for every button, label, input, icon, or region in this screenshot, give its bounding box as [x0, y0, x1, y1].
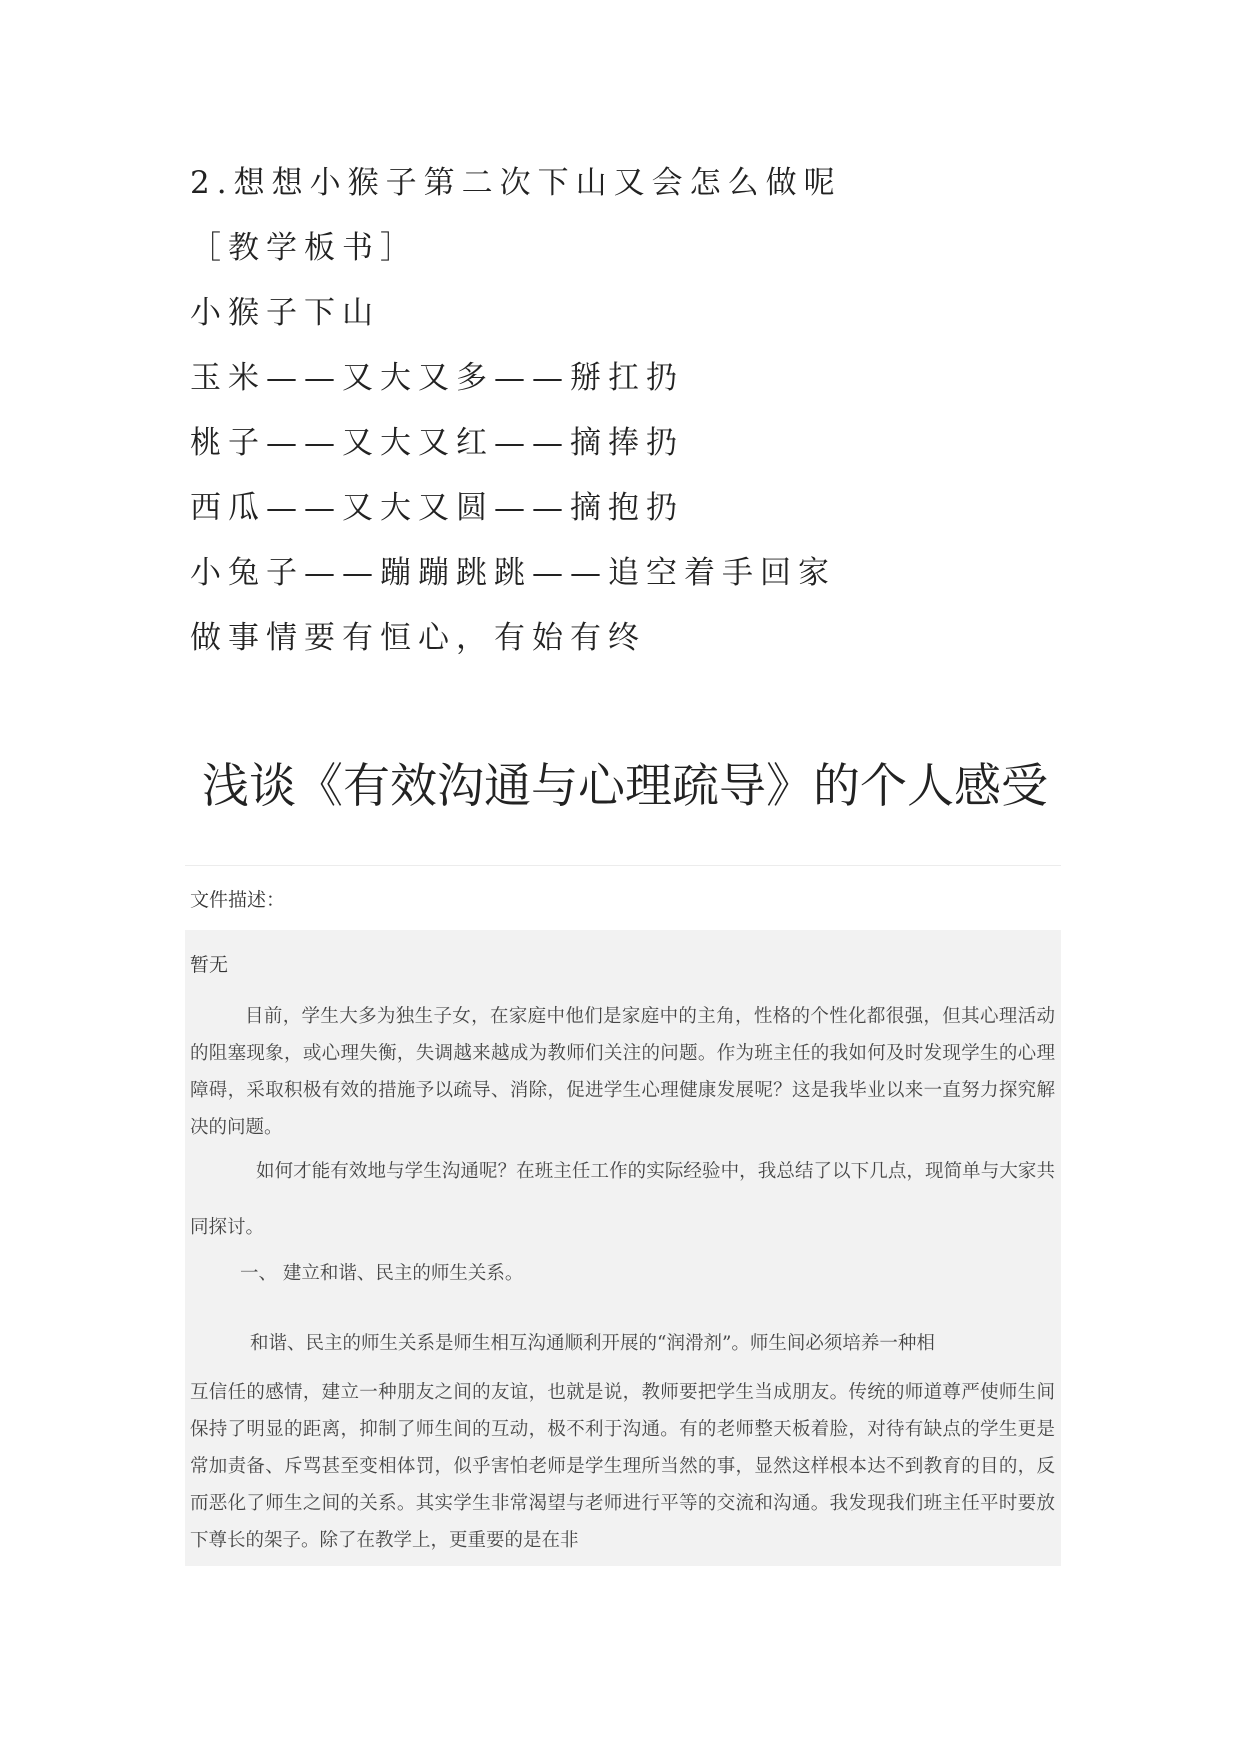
- description-panel: [185, 930, 1061, 1566]
- article-title: 浅谈《有效沟通与心理疏导》的个人感受: [202, 759, 1048, 814]
- description-value: 暂无: [190, 954, 229, 976]
- board-line: 桃子——又大又红——摘捧扔: [190, 425, 684, 461]
- board-title: 小猴子下山: [190, 295, 380, 331]
- board-line: 做事情要有恒心，有始有终: [190, 620, 646, 656]
- lesson-question: 2.想想小猴子第二次下山又会怎么做呢: [190, 165, 842, 201]
- board-heading: ［教学板书］: [190, 230, 418, 266]
- lesson-section: [190, 158, 1090, 678]
- paragraph-first-line: 和谐、民主的师生关系是师生相互沟通顺利开展的“润滑剂”。师生间必须培养一种相: [250, 1333, 935, 1354]
- board-line: 小兔子——蹦蹦跳跳——追空着手回家: [190, 555, 836, 591]
- paragraph: 目前，学生大多为独生子女，在家庭中他们是家庭中的主角，性格的个性化都很强，但其心理活动的阻塞现象，或心理失衡，失调越来越成为教师们关注的问题。作为班主任的我如何及时发现学生的心理障碍，采取积极有效的措施予以疏导、消除，促进学生心理健康发展呢？这是我毕业以来一直努力探究解决的问题。: [190, 1006, 1055, 1138]
- board-line: 西瓜——又大又圆——摘抱扔: [190, 490, 684, 526]
- title-divider: [185, 865, 1061, 866]
- section-heading: 一、 建立和谐、民主的师生关系。: [240, 1263, 524, 1284]
- paragraph: [190, 1316, 1055, 1559]
- description-label: 文件描述：: [190, 889, 286, 911]
- board-line: 玉米——又大又多——掰扛扔: [190, 360, 684, 396]
- paragraph-continuation: 互信任的感情，建立一种朋友之间的友谊，也就是说，教师要把学生当成朋友。传统的师道尊严使师生间保持了明显的距离，抑制了师生间的互动，极不利于沟通。有的老师整天板着脸，对待有缺点的学生更是常加责备、斥骂甚至变相体罚，似乎害怕老师是学生理所当然的事，显然这样根本达不到教育的目的，反而恶化了师生之间的关系。其实学生非常渴望与老师进行平等的交流和沟通。我发现我们班主任平时要放下尊长的架子。除了在教学上，更重要的是在非: [190, 1382, 1055, 1551]
- article-body: [190, 998, 1055, 1559]
- paragraph: 如何才能有效地与学生沟通呢？在班主任工作的实际经验中，我总结了以下几点，现简单与大家共同探讨。: [190, 1161, 1055, 1238]
